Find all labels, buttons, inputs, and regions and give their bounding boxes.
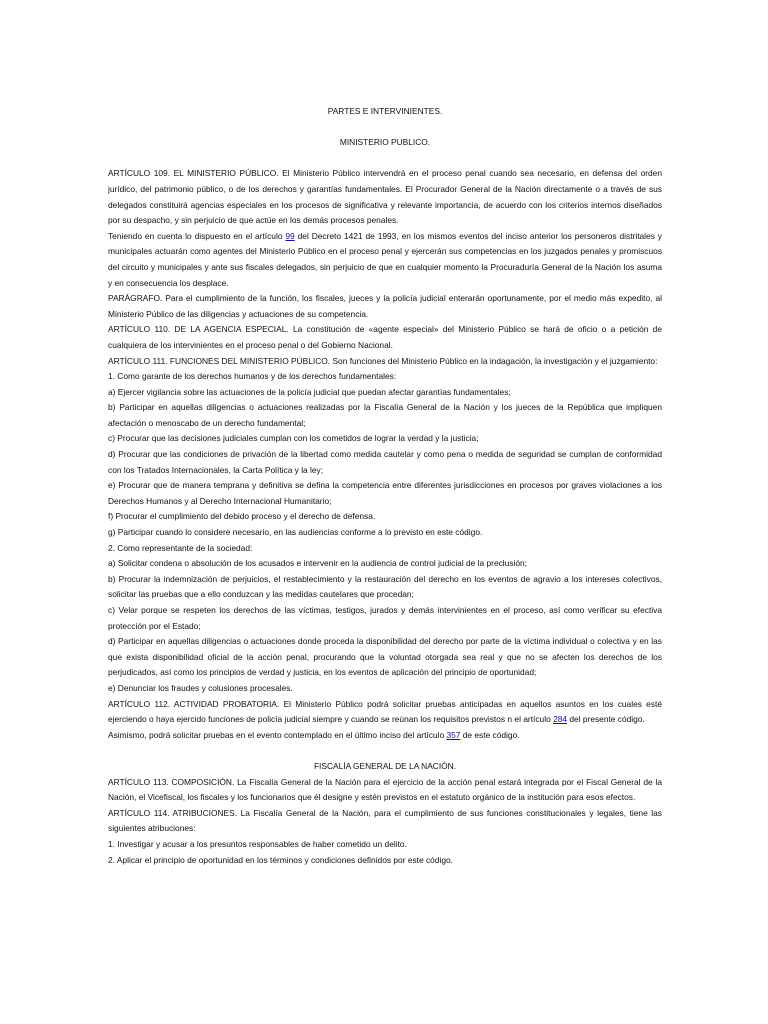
heading-ministerio: MINISTERIO PUBLICO. (339, 137, 431, 148)
article-114-item-1: 1. Investigar y acusar a los presuntos responsables de haber cometido un delito. (108, 838, 407, 849)
article-114-item-2: 2. Aplicar el principio de oportunidad en los términos y condiciones definidos por este código. (108, 854, 453, 865)
heading-partes: PARTES E INTERVINIENTES. (327, 106, 443, 116)
article-111: ARTÍCULO 111. FUNCIONES DEL MINISTERIO PÚBLICO. Son funciones del Ministerio Público en la indagación, la investigación y el juzgamiento: (108, 355, 658, 366)
article-114: ARTÍCULO 114. ATRIBUCIONES. La Fiscalía General de la Nación, para el cumplimiento de sus funciones constitucionales y legales, tiene las siguientes atribuciones: (108, 807, 662, 834)
article-112-inciso: Asimismo, podrá solicitar pruebas en el evento contemplado en el último inciso del artículo 357 de este código. (108, 729, 520, 740)
article-111-item-1g: g) Participar cuando lo considere necesario, en las audiencias conforme a lo previsto en este código. (108, 527, 483, 538)
article-111-item-2a: a) Solicitar condena o absolución de los acusados e intervenir en la audiencia de control judicial de la preclusión; (108, 558, 528, 569)
article-111-item-1a: a) Ejercer vigilancia sobre las actuaciones de la policía judicial que puedan afectar garantías fundamentales; (108, 386, 511, 397)
article-110: ARTÍCULO 110. DE LA AGENCIA ESPECIAL. La constitución de «agente especial» del Ministerio Público se hará de oficio o a petición de cualquiera de los intervinientes en el proceso penal o del Gobierno Nacional. (108, 324, 662, 350)
article-111-item-2: 2. Como representante de la sociedad: (108, 542, 253, 553)
paragrafo: PARÁGRAFO. Para el cumplimiento de la función, los fiscales, jueces y la policía judicial enterarán oportunamente, por el medio más expedito, al Ministerio Público de las diligencias y actuaciones de su competencia. (108, 293, 662, 319)
document-page (108, 104, 662, 868)
heading-fiscalia: FISCALÍA GENERAL DE LA NACIÓN. (313, 760, 457, 771)
link-article-99[interactable]: 99 (285, 230, 295, 241)
article-111-item-2b: b) Procurar la indemnización de perjuicios, el restablecimiento y la restauración del derecho en los eventos de agravio a los intereses colectivos, solicitar las pruebas que a ello conduzcan y las medidas cautelares que procedan; (108, 573, 662, 600)
article-111-item-1f: f) Procurar el cumplimiento del debido proceso y el derecho de defensa. (108, 511, 376, 522)
link-article-357[interactable]: 357 (446, 729, 461, 740)
article-111-item-2d: d) Participar en aquellas diligencias o actuaciones donde proceda la disponibilidad del derecho por parte de la víctima individual o colectiva y en las que exista disponibilidad oficial de la acción penal, procurando que la voluntad otorgada sea real y que no se afecten los derechos de los perjudicados, así como los principios de verdad y justicia, en los eventos de aplicación del principio de oportunidad; (108, 636, 662, 678)
article-111-item-2c: c) Velar porque se respeten los derechos de las víctimas, testigos, jurados y demás intervinientes en el proceso, así como verificar su efectiva protección por el Estado; (108, 605, 662, 631)
article-113: ARTÍCULO 113. COMPOSICIÓN. La Fiscalía General de la Nación para el ejercicio de la acción penal estará integrada por el Fiscal General de la Nación, el Vicefiscal, los fiscales y los funcionarios que él designe y estén previstos en el estatuto orgánico de la institución para esos efectos. (108, 776, 662, 803)
article-111-item-2e: e) Denunciar los fraudes y colusiones procesales. (108, 682, 293, 693)
article-111-item-1: 1. Como garante de los derechos humanos y de los derechos fundamentales: (108, 371, 397, 382)
article-109-inciso: Teniendo en cuenta lo dispuesto en el artículo 99 del Decreto 1421 de 1993, en los mismos eventos del inciso anterior los personeros distritales y municipales actuarán como agentes del Ministerio Público en el proceso penal y ejercerán sus competencias en los juzgados penales y promiscuos del circuito y municipales y ante sus fiscales delegados, sin perjuicio de que en cualquier momento la Procuraduría General de la Nación los asuma y en consecuencia los desplace. (108, 230, 662, 288)
article-111-item-1b: b) Participar en aquellas diligencias o actuaciones realizadas por la Fiscalía General de la Nación y los jueces de la República que impliquen afectación o menoscabo de un derecho fundamental; (108, 402, 662, 428)
article-112: ARTÍCULO 112. ACTIVIDAD PROBATORIA. El Ministerio Público podrá solicitar pruebas anticipadas en aquellos asuntos en los cuales esté ejerciendo o haya ejercido funciones de policía judicial siempre y cuando se reúnan los requisitos previstos n el artículo 284 del presente código. (108, 698, 662, 725)
article-109: ARTÍCULO 109. EL MINISTERIO PÚBLICO. El Ministerio Público intervendrá en el proceso penal cuando sea necesario, en defensa del orden jurídico, del patrimonio público, o de los derechos y garantías fundamentales. El Procurador General de la Nación directamente o a través de sus delegados constituirá agencias especiales en los procesos de significativa y relevante importancia, de acuerdo con los criterios internos diseñados por su despacho, y sin perjuicio de que actúe en los demás procesos penales. (108, 168, 662, 226)
article-111-item-1d: d) Procurar que las condiciones de privación de la libertad como medida cautelar y como pena o medida de seguridad se cumplan de conformidad con los Tratados Internacionales, la Carta Política y la ley; (108, 449, 662, 475)
link-article-284[interactable]: 284 (553, 714, 568, 725)
article-111-item-1c: c) Procurar que las decisiones judiciales cumplan con los cometidos de lograr la verdad y la justicia; (108, 433, 479, 444)
article-111-item-1e: e) Procurar que de manera temprana y definitiva se defina la competencia entre diferentes jurisdicciones en procesos por graves violaciones a los Derechos Humanos y al Derecho Internacional Humanitario; (108, 480, 662, 506)
